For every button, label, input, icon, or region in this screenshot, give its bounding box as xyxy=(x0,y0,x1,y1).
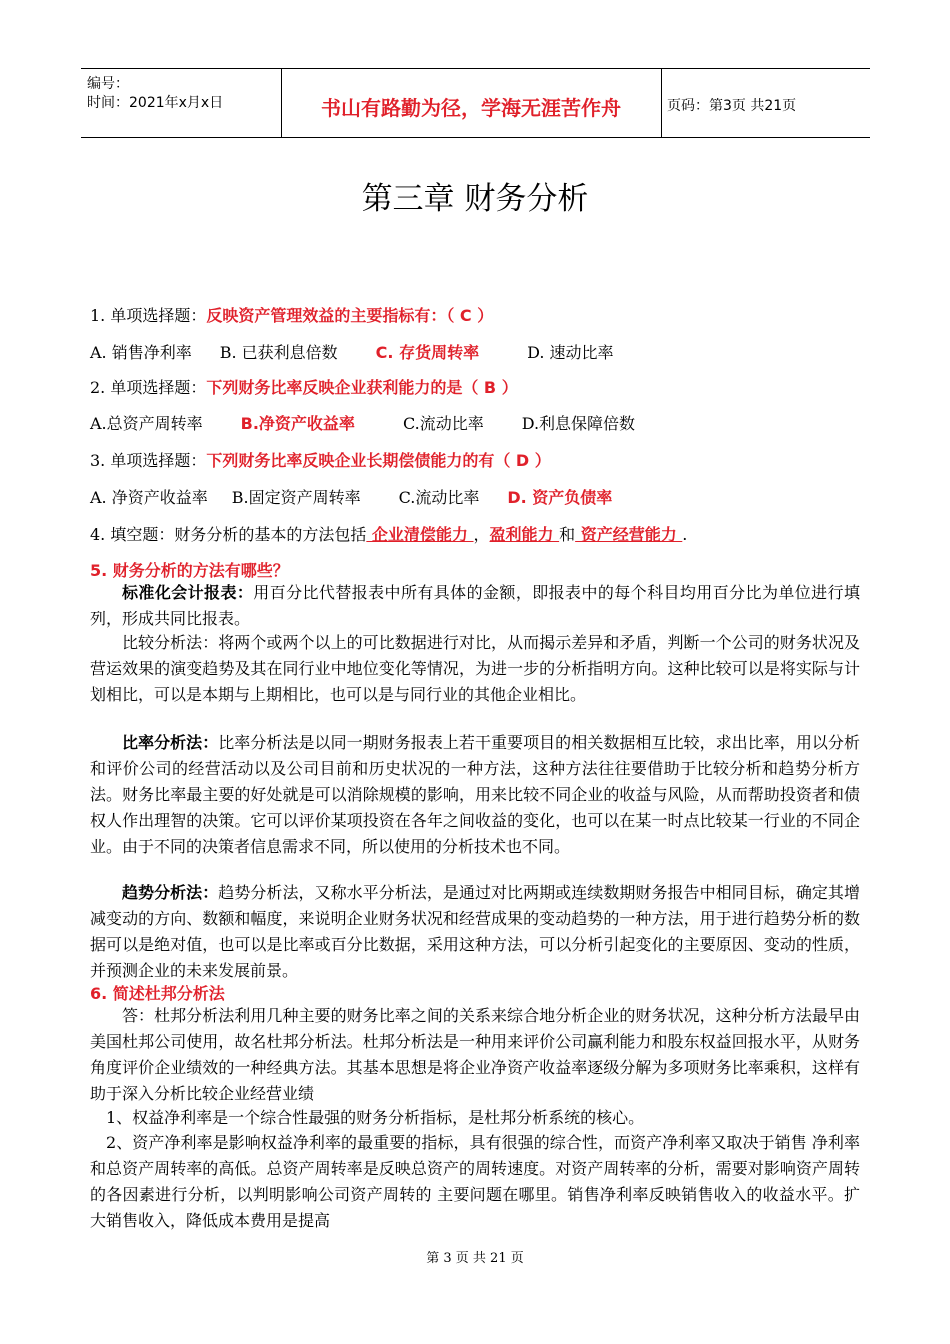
question-2-options xyxy=(90,411,635,434)
question-3 xyxy=(90,448,551,471)
section-6-heading: 6. 简述杜邦分析法 xyxy=(90,984,225,1003)
q1-option-d: D. 速动比率 xyxy=(527,343,614,362)
q4-blank-2: 盈利能力 xyxy=(489,525,560,544)
motto: 书山有路勤为径，学海无涯苦作舟 xyxy=(321,96,621,120)
header-left-cell xyxy=(81,69,282,137)
p3-text: 比率分析法是以同一期财务报表上若干重要项目的相关数据相互比较，求出比率，用以分析和评价公司的经营活动以及公司目前和历史状况的一种方法，这种方法往往要借助于比较分析和趋势分析方法。财务比率最主要的好处就是可以消除规模的影响，用来比较不同企业的收益与风险，从而帮助投资者和债权人作出理智的决策。它可以评价某项投资在各年之间收益的变化，也可以在某一时点比较某一行业的不同企业。由于不同的决策者信息需求不同，所以使用的分析技术也不同。 xyxy=(90,733,860,856)
q3-option-a: A. 净资产收益率 xyxy=(90,488,208,507)
q3-option-b: B.固定资产周转率 xyxy=(231,488,361,507)
q1-stem: 反映资产管理效益的主要指标有：（ C ） xyxy=(206,306,494,325)
page-info: 页码：第3页 共21页 xyxy=(667,98,797,114)
p4-text: 趋势分析法，又称水平分析法，是通过对比两期或连续数期财务报告中相同目标，确定其增减变动的方向、数额和幅度，来说明企业财务状况和经营成果的变动趋势的一种方法，用于进行趋势分析的数据可以是绝对值，也可以是比率或百分比数据，采用这种方法，可以分析引起变化的主要原因、变动的性质，并预测企业的未来发展前景。 xyxy=(90,883,860,980)
page-header xyxy=(81,68,870,138)
section-5-paragraph-3 xyxy=(90,730,860,860)
question-1-options xyxy=(90,340,614,363)
q2-option-b: B.净资产收益率 xyxy=(240,414,355,433)
s6-p3-text: 2、资产净利率是影响权益净利率的最重要的指标，具有很强的综合性，而资产净利率又取决于销售 净利率和总资产周转率的高低。总资产周转率是反映总资产的周转速度。对资产周转率的分析，需要对影响资产周转的各因素进行分析，以判明影响公司资产周转的 主要问题在哪里。销售净利率反映销售收入的收益水平。扩大销售收入，降低成本费用是提高 xyxy=(90,1133,860,1230)
p3-term: 比率分析法： xyxy=(122,733,219,752)
question-1 xyxy=(90,303,493,326)
q1-prefix: 1. 单项选择题： xyxy=(90,306,207,325)
question-3-options xyxy=(90,485,612,508)
q1-option-b: B. 已获利息倍数 xyxy=(219,343,338,362)
header-right-cell xyxy=(661,69,870,137)
section-6-paragraph-3 xyxy=(90,1130,860,1234)
q3-option-c: C.流动比率 xyxy=(398,488,480,507)
q3-prefix: 3. 单项选择题： xyxy=(90,451,207,470)
code-label: 编号： xyxy=(87,76,129,92)
p2-text: 比较分析法：将两个或两个以上的可比数据进行对比，从而揭示差异和矛盾，判断一个公司的财务状况及营运效果的演变趋势及其在同行业中地位变化等情况，为进一步的分析指明方向。这种比较可以是将实际与计划相比，可以是本期与上期相比，也可以是与同行业的其他企业相比。 xyxy=(90,633,860,704)
q1-option-a: A. 销售净利率 xyxy=(90,343,192,362)
q4-prefix: 4. 填空题：财务分析的基本的方法包括 xyxy=(90,525,367,544)
question-2 xyxy=(90,375,518,398)
chapter-title: 第三章 财务分析 xyxy=(361,181,589,217)
q2-prefix: 2. 单项选择题： xyxy=(90,378,207,397)
section-5-heading: 5. 财务分析的方法有哪些？ xyxy=(90,561,289,580)
q4-sep-2: 和 xyxy=(559,525,576,544)
p1-term: 标准化会计报表： xyxy=(122,583,254,602)
section-6-paragraph-1 xyxy=(90,1003,860,1107)
section-5-paragraph-2 xyxy=(90,630,860,708)
question-4 xyxy=(90,522,687,545)
s6-p1-text: 答：杜邦分析法利用几种主要的财务比率之间的关系来综合地分析企业的财务状况，这种分析方法最早由美国杜邦公司使用，故名杜邦分析法。杜邦分析法是一种用来评价公司赢利能力和股东权益回报水平，从财务角度评价企业绩效的一种经典方法。其基本思想是将企业净资产收益率逐级分解为多项财务比率乘积，这样有助于深入分析比较企业经营业绩 xyxy=(90,1006,860,1103)
section-5-paragraph-1 xyxy=(90,580,860,632)
s6-p2-text: 1、权益净利率是一个综合性最强的财务分析指标，是杜邦分析系统的核心。 xyxy=(106,1108,645,1127)
page-footer: 第 3 页 共 21 页 xyxy=(426,1251,524,1266)
q3-option-d: D. 资产负债率 xyxy=(507,488,613,507)
section-6-paragraph-2 xyxy=(90,1105,860,1131)
q4-blank-3: 资产经营能力 xyxy=(575,525,683,544)
q2-option-a: A.总资产周转率 xyxy=(90,414,203,433)
q4-blank-1: 企业清偿能力 xyxy=(366,525,474,544)
q2-stem: 下列财务比率反映企业获利能力的是（ B ） xyxy=(206,378,518,397)
q1-option-c: C. 存货周转率 xyxy=(375,343,480,362)
q2-option-d: D.利息保障倍数 xyxy=(521,414,636,433)
header-mid-cell xyxy=(281,69,662,137)
q3-stem: 下列财务比率反映企业长期偿债能力的有（ D ） xyxy=(206,451,551,470)
q4-sep-1: ， xyxy=(473,525,490,544)
p4-term: 趋势分析法： xyxy=(122,883,219,902)
q4-end: . xyxy=(682,525,688,544)
time-label: 时间：2021年x月x日 xyxy=(87,95,224,111)
p1-text: 用百分比代替报表中所有具体的金额，即报表中的每个科目均用百分比为单位进行填列，形成共同比报表。 xyxy=(90,583,860,628)
section-5-paragraph-4 xyxy=(90,880,860,984)
q2-option-c: C.流动比率 xyxy=(402,414,484,433)
